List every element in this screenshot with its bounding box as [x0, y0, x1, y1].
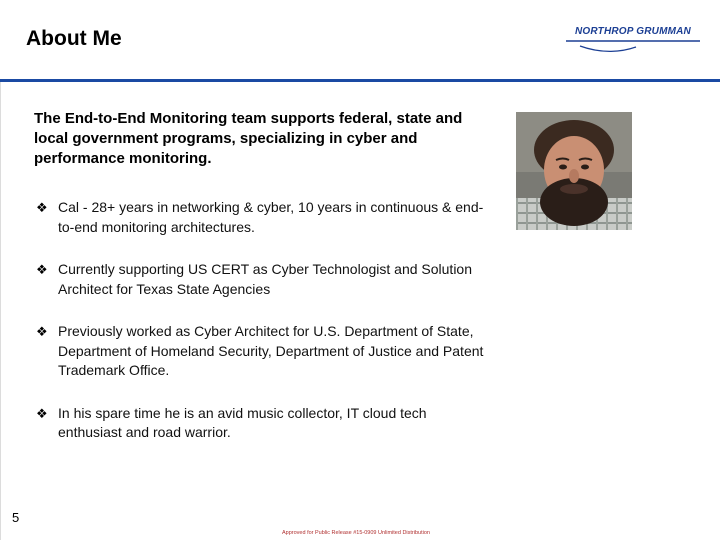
bullet-item — [36, 260, 486, 299]
intro-paragraph: The End-to-End Monitoring team supports federal, state and local government programs, specializing in cyber and performance monitoring. — [34, 110, 463, 167]
logo-wordmark: NORTHROP GRUMMAN — [575, 26, 691, 37]
header-rule — [0, 79, 720, 82]
profile-photo — [516, 112, 632, 230]
logo-swoosh-icon — [562, 38, 704, 56]
bullet-text: Cal - 28+ years in networking & cyber, 10 years in continuous & end-to-end monitoring architectures. — [58, 199, 484, 235]
release-footer: Approved for Public Release #15-0909 Unlimited Distribution — [282, 530, 430, 536]
diamond-bullet-icon: ❖ — [36, 324, 48, 339]
bullet-item — [36, 322, 486, 381]
portrait-image — [516, 112, 632, 230]
bullet-text: Previously worked as Cyber Architect for U.S. Department of State, Department of Homeland Security, Department of Justice and Patent Trademark Office. — [58, 323, 484, 378]
northrop-grumman-logo — [562, 24, 704, 58]
bullet-item — [36, 198, 486, 237]
bullet-text: Currently supporting US CERT as Cyber Technologist and Solution Architect for Texas State Agencies — [58, 261, 472, 297]
bullet-item — [36, 404, 486, 443]
slide-title: About Me — [26, 27, 122, 50]
page-number: 5 — [12, 510, 20, 525]
diamond-bullet-icon: ❖ — [36, 262, 48, 277]
bullet-list — [36, 198, 486, 443]
left-edge-line — [0, 82, 1, 540]
bullet-text: In his spare time he is an avid music collector, IT cloud tech enthusiast and road warrior. — [58, 404, 427, 440]
diamond-bullet-icon: ❖ — [36, 405, 48, 421]
diamond-bullet-icon: ❖ — [36, 200, 48, 215]
